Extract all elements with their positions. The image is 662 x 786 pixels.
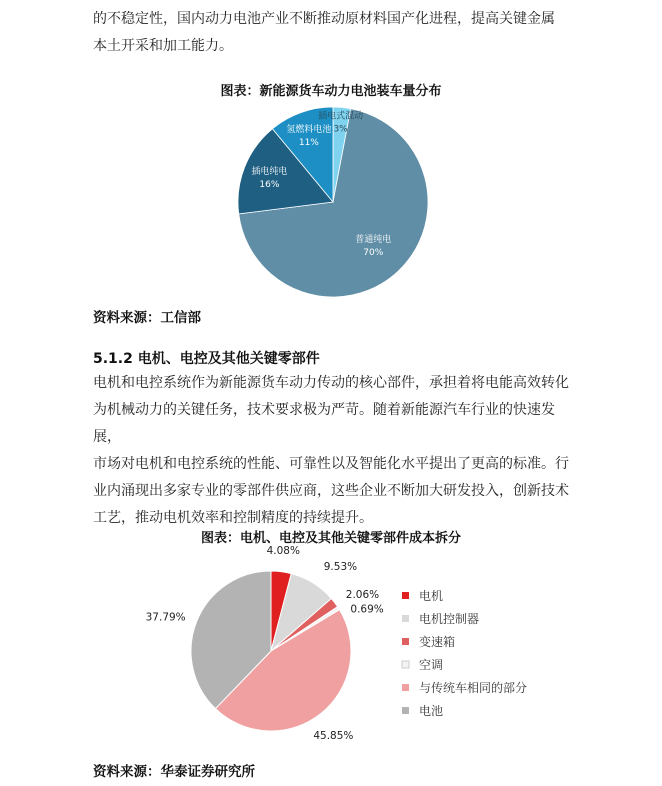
pie2-slice-label: 9.53% [323,561,358,574]
intro-paragraph [93,6,573,60]
pie2-legend-swatch [402,592,409,599]
section-line: 业内涌现出多家专业的零部件供应商，这些企业不断加大研发投入，创新技术 [93,483,569,499]
section-line: 工艺，推动电机效率和控制精度的持续提升。 [93,510,373,526]
figure1-source: 资料来源：工信部 [93,310,201,326]
pie2-slice-label: 37.79% [145,611,186,624]
pie1-slice-name: 插电式混动 [318,111,364,122]
section-paragraph [93,370,573,532]
pie2-legend-swatch [402,661,409,668]
section-line: 电机和电控系统作为新能源货车动力传动的核心部件，承担着将电能高效转化 [93,375,569,391]
figure2-source: 资料来源：华泰证券研究所 [93,764,255,780]
section-line: 市场对电机和电控系统的性能、可靠性以及智能化水平提出了更高的标准。行 [93,456,569,472]
figure1-pie-chart [0,100,662,300]
pie1-slice-name: 插电纯电 [251,166,288,177]
pie2-legend-label: 变速箱 [419,635,456,649]
pie2-legend-label: 电机控制器 [419,612,480,626]
pie2-legend-label: 电机 [419,589,444,603]
pie1-slice-label: 11% [298,137,319,148]
section-heading: 5.1.2 电机、电控及其他关键零部件 [93,351,320,367]
pie2-legend-label: 电池 [419,704,444,718]
intro-line: 本土开采和加工能力。 [93,38,233,54]
pie1-slice-label: 3% [333,124,348,135]
section-line: 为机械动力的关键任务，技术要求极为严苛。随着新能源汽车行业的快速发展， [93,402,555,445]
pie2-slice-label: 2.06% [345,589,380,602]
pie1-slice-label: 16% [259,179,280,190]
figure2-pie-chart [0,544,662,753]
pie2-slice-label: 4.08% [266,544,300,557]
pie2-legend-swatch [402,707,409,714]
pie1-slice-name: 普通纯电 [355,234,392,245]
intro-line: 的不稳定性，国内动力电池产业不断推动原材料国产化进程，提高关键金属 [93,11,555,27]
figure1-caption: 图表：新能源货车动力电池装车量分布 [220,84,442,99]
pie2-legend-swatch [402,638,409,645]
figure2-caption: 图表：电机、电控及其他关键零部件成本拆分 [200,531,461,546]
pie2-legend-label: 与传统车相同的部分 [419,681,528,695]
pie2-legend-label: 空调 [419,658,444,672]
pie2-slice-label: 0.69% [350,603,384,616]
pie1-slice-name: 氢燃料电池 [286,124,332,135]
pie2-slice-label: 45.85% [313,730,354,743]
pie2-legend-swatch [402,615,409,622]
pie2-legend-swatch [402,684,409,691]
pie1-slice-label: 70% [363,247,384,258]
